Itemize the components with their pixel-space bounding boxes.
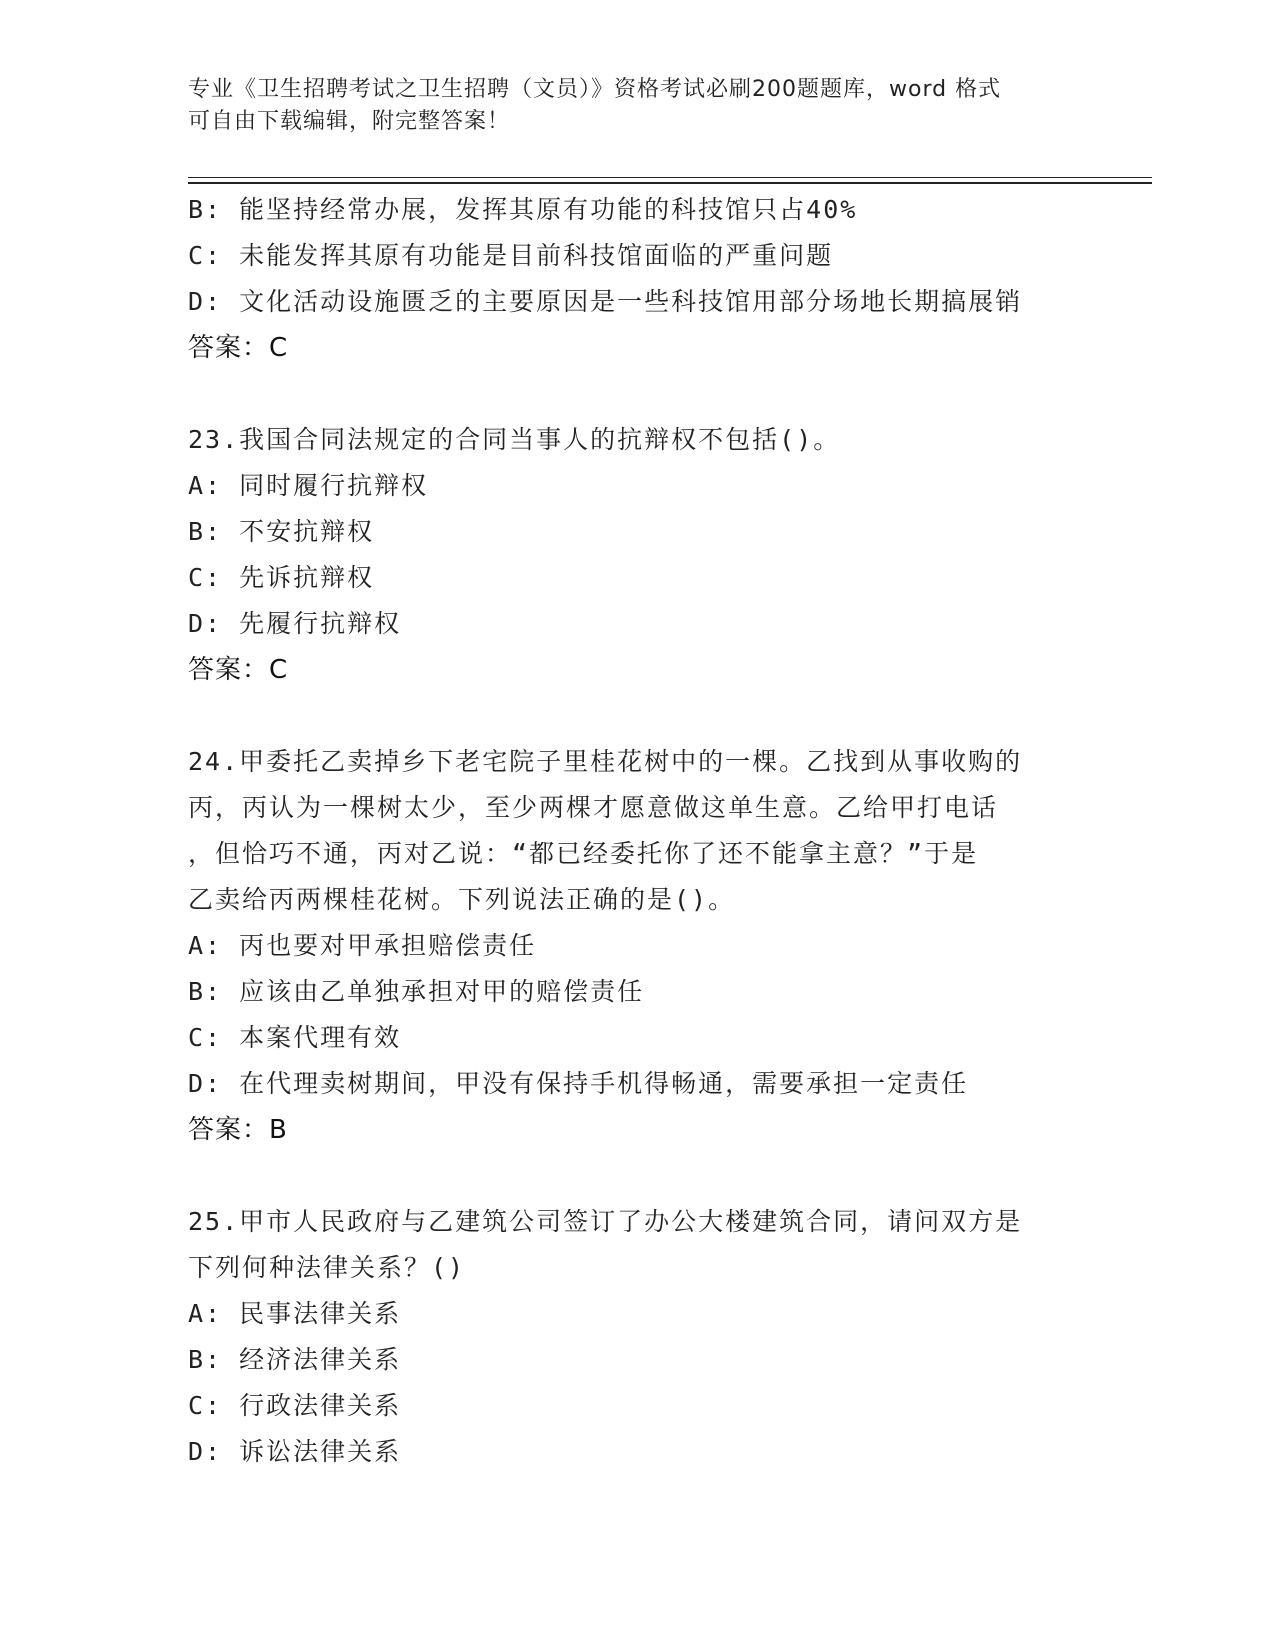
question-23 — [188, 417, 1088, 693]
answer-line: 答案：C — [188, 333, 289, 363]
option-d: D: 在代理卖树期间，甲没有保持手机得畅通，需要承担一定责任 — [188, 1069, 969, 1098]
answer-line: 答案：B — [188, 1115, 288, 1145]
question-stem-line: 25.甲市人民政府与乙建筑公司签订了办公大楼建筑合同，请问双方是 — [188, 1207, 1023, 1236]
document-header — [188, 74, 1088, 138]
question-24 — [188, 739, 1088, 1153]
option-c: C: 行政法律关系 — [188, 1391, 402, 1420]
option-d: D: 诉讼法律关系 — [188, 1437, 402, 1466]
question-stem-line: 24.甲委托乙卖掉乡下老宅院子里桂花树中的一棵。乙找到从事收购的 — [188, 747, 1023, 776]
question-stem-line: ，但恰巧不通，丙对乙说：“都已经委托你了还不能拿主意？”于是 — [188, 839, 979, 868]
option-a: A: 丙也要对甲承担赔偿责任 — [188, 931, 537, 960]
header-line-1: 专业《卫生招聘考试之卫生招聘（文员）》资格考试必刷200题题库，word 格式 — [188, 77, 1002, 102]
option-b: B: 应该由乙单独承担对甲的赔偿责任 — [188, 977, 645, 1006]
option-a: A: 民事法律关系 — [188, 1299, 402, 1328]
option-b: B: 不安抗辩权 — [188, 517, 375, 546]
header-line-2: 可自由下载编辑，附完整答案！ — [188, 109, 511, 134]
option-a: A: 同时履行抗辩权 — [188, 471, 429, 500]
question-list — [188, 187, 1088, 1475]
answer-line: 答案：C — [188, 655, 289, 685]
question-stem-line: 下列何种法律关系？() — [188, 1253, 466, 1282]
spacer — [188, 371, 1088, 417]
spacer — [188, 1153, 1088, 1199]
option-d: D: 文化活动设施匮乏的主要原因是一些科技馆用部分场地长期搞展销 — [188, 287, 1023, 316]
question-stem-line: 丙，丙认为一棵树太少，至少两棵才愿意做这单生意。乙给甲打电话 — [188, 793, 999, 822]
header-divider-thick — [188, 182, 1152, 184]
question-25 — [188, 1199, 1088, 1475]
question-22-tail — [188, 187, 1088, 371]
header-divider-thin — [188, 177, 1152, 178]
question-stem-line: 乙卖给丙两棵桂花树。下列说法正确的是()。 — [188, 885, 736, 914]
option-b: B: 经济法律关系 — [188, 1345, 402, 1374]
option-c: C: 本案代理有效 — [188, 1023, 402, 1052]
option-c: C: 未能发挥其原有功能是目前科技馆面临的严重问题 — [188, 241, 834, 270]
option-b: B: 能坚持经常办展，发挥其原有功能的科技馆只占40% — [188, 195, 858, 224]
option-d: D: 先履行抗辩权 — [188, 609, 402, 638]
question-stem: 23.我国合同法规定的合同当事人的抗辩权不包括()。 — [188, 425, 841, 454]
spacer — [188, 693, 1088, 739]
option-c: C: 先诉抗辩权 — [188, 563, 375, 592]
